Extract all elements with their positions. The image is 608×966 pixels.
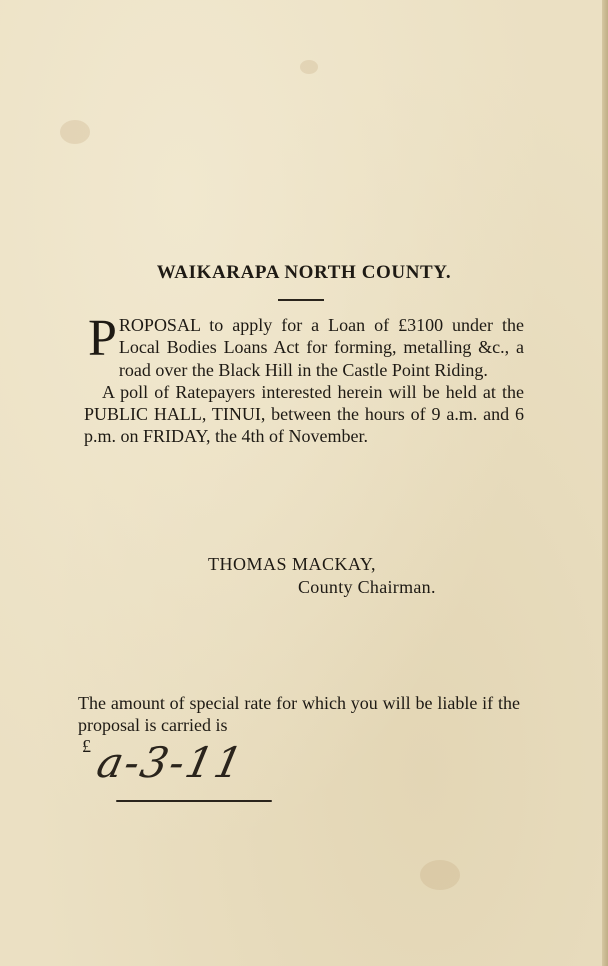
amount-underline [116, 800, 272, 802]
drop-cap: P [88, 310, 117, 367]
proposal-text: ROPOSAL to apply for a Loan of £3100 under the Local Bodies Loans Act for forming, metalling &c., a road over the Black Hill in the Castle Point Riding. [118, 315, 524, 380]
paper-stain [60, 120, 90, 144]
rate-statement: The amount of special rate for which you will be liable if the proposal is carried is [78, 693, 520, 735]
notice-body [84, 310, 524, 448]
county-heading: WAIKARAPA NORTH COUNTY. [156, 262, 452, 283]
signatory-title: County Chairman. [298, 577, 436, 597]
signature-block [208, 553, 436, 599]
heading-divider [278, 299, 324, 301]
proposal-paragraph [84, 310, 524, 381]
handwritten-amount: a-3-11 [92, 738, 249, 787]
pound-symbol: £ [82, 736, 91, 756]
paper-stain [420, 860, 460, 890]
card-edge [602, 0, 608, 966]
paper-stain [300, 60, 318, 74]
poll-paragraph: A poll of Ratepayers interested herein will be held at the PUBLIC HALL, TINUI, between the hours of 9 a.m. and 6 p.m. on FRIDAY, the 4th of November. [84, 381, 524, 447]
signatory-name: THOMAS MACKAY, [208, 554, 377, 574]
